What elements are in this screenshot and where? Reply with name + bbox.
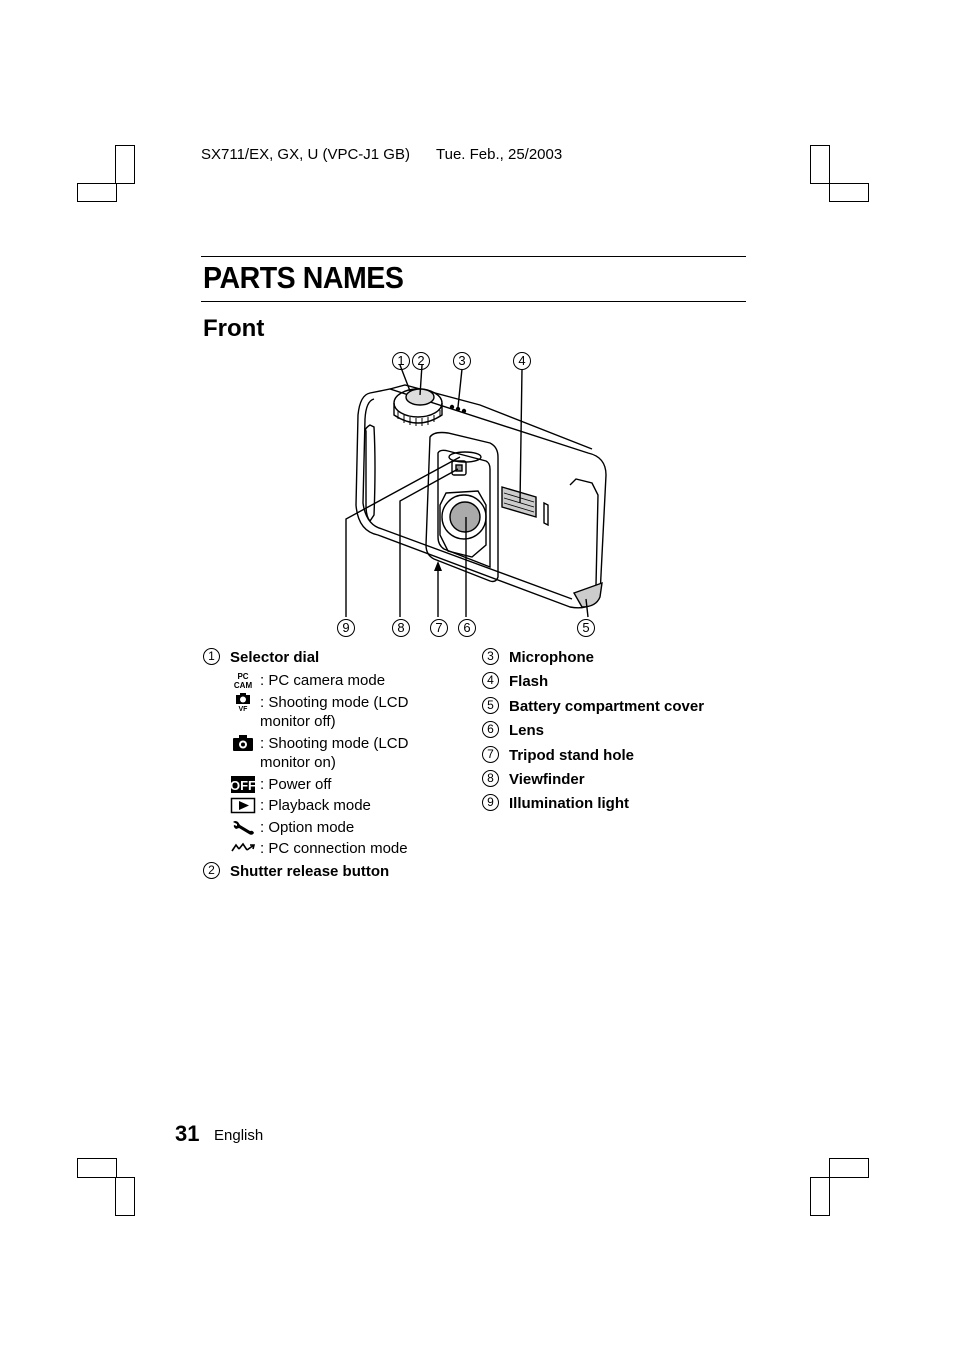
item-illumination-light: 9 Illumination light [482,795,629,813]
crop-mark-bottom-right-v [810,1177,830,1216]
battery-cover [574,583,602,607]
callout-7: 7 [430,619,448,637]
pc-connection-icon [230,839,256,858]
leader-line-4 [520,369,522,503]
callout-9: 9 [337,619,355,637]
svg-text:VF: VF [238,706,248,712]
camera-vf-icon [230,693,256,712]
callout-2: 2 [412,352,430,370]
crop-mark-top-left-h [77,183,117,202]
camera-right-panel [570,479,598,597]
svg-text:OFF: OFF [230,778,256,793]
svg-text:CAM: CAM [233,681,253,690]
callout-6: 6 [458,619,476,637]
mode-shooting-lcd-on: : Shooting mode (LCD monitor on) [230,734,460,772]
item-flash: 4 Flash [482,673,548,691]
crop-mark-top-right-v [810,145,830,184]
title-rule-top [201,256,746,257]
crop-mark-top-right-h [829,183,869,202]
off-icon [230,775,256,794]
callout-3: 3 [453,352,471,370]
header-date: Tue. Feb., 25/2003 [436,146,563,163]
leader-line-8 [400,469,458,617]
mode-option: : Option mode [230,818,460,837]
pc-cam-icon [230,671,256,690]
item-viewfinder: 8 Viewfinder [482,771,585,789]
mode-pc-camera: PC CAM : PC camera mode [230,671,460,690]
crop-mark-bottom-left-h [77,1158,117,1178]
item-microphone: 3 Microphone [482,649,594,667]
leader-line-3 [458,369,462,407]
svg-text:PC: PC [237,672,249,681]
mode-shooting-lcd-off: VF : Shooting mode (LCD monitor off) [230,693,460,731]
wrench-icon [230,818,256,837]
footer-language: English [214,1127,264,1144]
mode-pc-connection: : PC connection mode [230,839,460,858]
page-number: 31 [175,1121,200,1146]
microphone-holes [451,406,454,409]
section-subtitle: Front [203,315,265,342]
play-icon [230,796,256,815]
item-selector-dial: 1 Selector dial [203,649,319,667]
callout-8: 8 [392,619,410,637]
crop-mark-bottom-left-v [115,1177,135,1216]
header-model: SX711/EX, GX, U (VPC-J1 GB) [201,146,410,163]
flash-window [502,487,536,517]
item-tripod-stand-hole: 7 Tripod stand hole [482,747,634,765]
camera-icon [230,734,256,753]
camera-body-outline [356,389,606,608]
mode-playback: : Playback mode [230,796,460,815]
crop-mark-bottom-right-h [829,1158,869,1178]
item-battery-cover: 5 Battery compartment cover [482,698,704,716]
flash-led [544,503,548,525]
item-shutter-release-button: 2 Shutter release button [203,863,389,881]
item-lens: 6 Lens [482,722,544,740]
crop-mark-top-left-v [115,145,135,184]
callout-5: 5 [577,619,595,637]
callout-1: 1 [392,352,410,370]
lens-glass [450,502,480,532]
page-title: PARTS NAMES [203,260,404,295]
title-rule-bottom [201,301,746,302]
camera-front-illustration [330,345,630,645]
callout-4: 4 [513,352,531,370]
mode-power-off: OFF : Power off [230,776,332,793]
